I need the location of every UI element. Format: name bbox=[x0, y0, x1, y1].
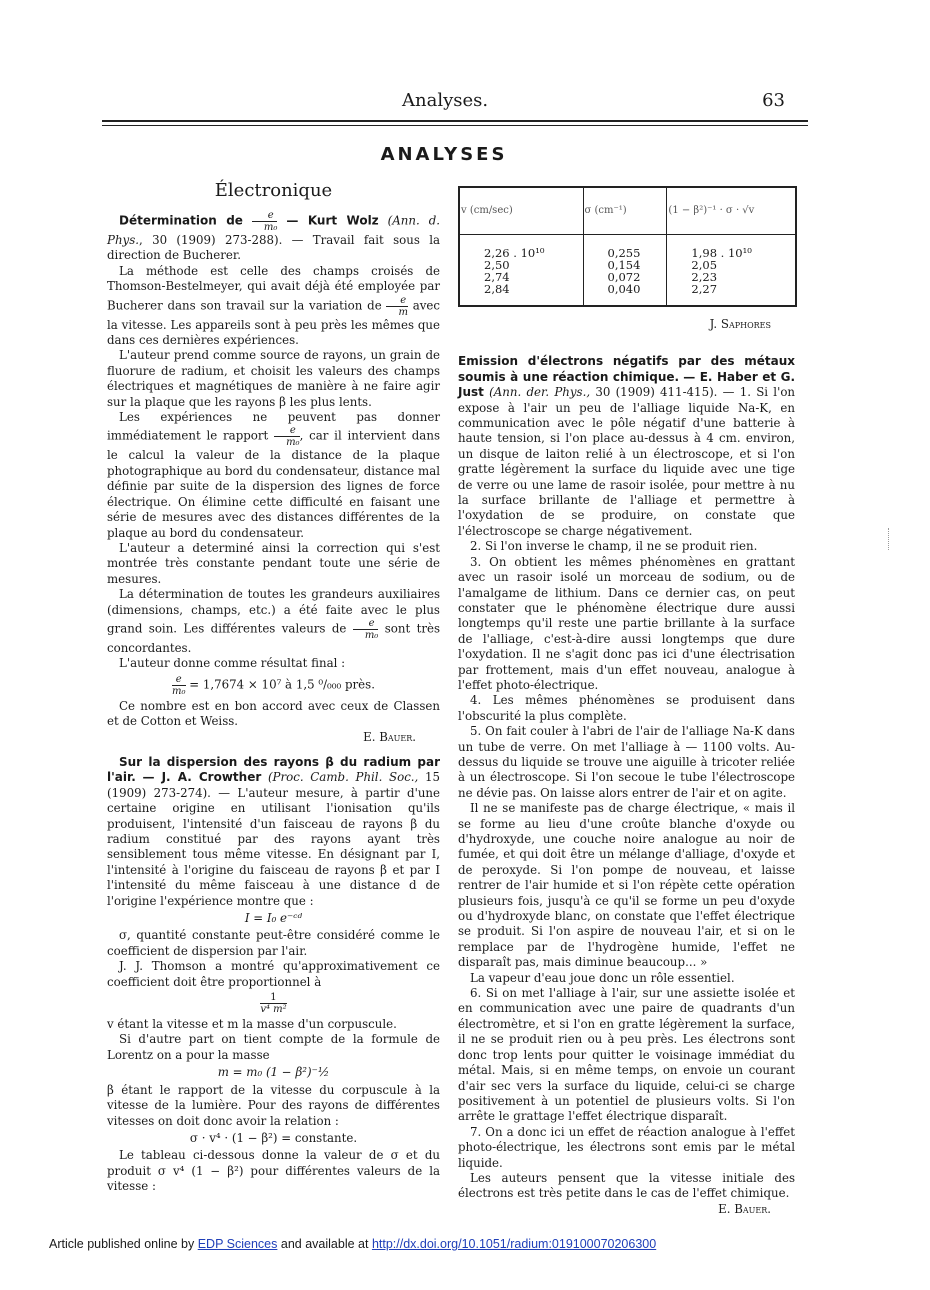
table-header: σ (cm⁻¹) bbox=[583, 188, 667, 235]
signature: E. Bauer. bbox=[363, 729, 416, 744]
paragraph: Les auteurs pensent que la vitesse initiale des électrons est très petite dans le cas de l'effet chimique. bbox=[458, 1170, 795, 1201]
table-row: 2,84 0,040 2,27 bbox=[460, 283, 795, 305]
right-column bbox=[458, 186, 795, 1217]
paragraph: 2. Si l'on inverse le champ, il ne se produit rien. bbox=[470, 539, 758, 554]
main-title: ANALYSES bbox=[380, 144, 508, 165]
equation: σ · v⁴ · (1 − β²) = constante. bbox=[189, 1130, 358, 1145]
paragraph: σ, quantité constante peut-être considéré comme le coefficient de dispersion par l'air. bbox=[107, 928, 440, 958]
section-title: Électronique bbox=[214, 180, 333, 201]
paragraph: 6. Si on met l'alliage à l'air, sur une assiette isolée et en communication avec une paire de quadrants d'un électromètre, et si l'on en gratte légèrement la surface, il ne se produit rien ou à peu près. Les électrons sont donc trop lents pour quitter le voisinage immédiat du métal. Mais, si en même temps, on envoie un courant d'air sec vers la surface du liquide, celui-ci se charge positivement à un potentiel de plusieurs volts. Si l'on arrête le grattage l'effet électrique disparaît. bbox=[458, 986, 795, 1124]
table-row: 2,26 . 10¹⁰ 0,255 1,98 . 10¹⁰ bbox=[460, 235, 795, 260]
header-rule-thin bbox=[102, 125, 808, 126]
article-haber-heading: Emission d'électrons négatifs par des métaux soumis à une réaction chimique. — E. Haber et G. Just (Ann. der. Phys., 30 (1909) 411-415). — 1. Si l'on expose à l'air un peu de l'alliage liquide Na-K, en communication avec le pôle négatif d'une batterie à haute tension, si l'on place au-dessus à 4 cm. environ, un disque de laiton relié à un électroscope, et si l'on gratte légèrement la surface du liquide avec une tige de verre ou une lame de rasoir isolée, pour mettre à nu la surface brillante de l'alliage et permettre à l'oxydation de se produire, on constate que l'électroscope se charge négativement. bbox=[458, 354, 796, 538]
table-header: (1 − β²)⁻¹ · σ · √v bbox=[667, 188, 795, 235]
paragraph: v étant la vitesse et m la masse d'un corpuscule. bbox=[107, 1017, 397, 1032]
equation: $\frac{1}{\text{v⁴ m²}}$ bbox=[260, 992, 287, 1016]
paragraph: 5. On fait couler à l'abri de l'air de l'alliage Na-K dans un tube de verre. On met l'alliage à — 1100 volts. Au-dessus du liquide se trouve une aiguille à tricoter reliée à un électroscope. Si l'on secoue le tube l'électroscope ne dévie pas. On laisse alors entrer de l'air et on agite. bbox=[458, 724, 795, 800]
edp-sciences-link[interactable]: EDP Sciences bbox=[197, 1237, 278, 1251]
paragraph: Il ne se manifeste pas de charge électrique, « mais il se forme au lieu d'une croûte blanche d'oxyde ou d'hydroxyde, une couche noire analogue au noir de fumée, et qui doit être un mélange d'alliage, d'oxyde et de peroxyde. Si l'on pompe de nouveau, et laisse rentrer de l'air humide et si l'on répète cette opération plusieurs fois, jusqu'à ce qu'il se forme un peu d'oxyde ou d'hydroxyde blanc, on constate que l'effet électrique se produit. Si l'on aspire de nouveau l'air, et si on le remplace par de l'hydrogène humide, l'effet ne disparaît pas, mais diminue beaucoup... » bbox=[458, 801, 795, 970]
paragraph: Si d'autre part on tient compte de la formule de Lorentz on a pour la masse bbox=[107, 1032, 440, 1062]
paragraph: L'auteur a determiné ainsi la correction qui s'est montrée très constante pendant toute une série de mesures. bbox=[107, 540, 440, 586]
equation: I = I₀ e⁻ᶜᵈ bbox=[244, 911, 303, 926]
table-row: 2,74 0,072 2,23 bbox=[460, 271, 795, 283]
paragraph: Le tableau ci-dessous donne la valeur de σ et du produit σ v⁴ (1 − β²) pour différentes valeurs de la vitesse : bbox=[107, 1148, 440, 1194]
paragraph: L'auteur prend comme source de rayons, un grain de fluorure de radium, et choisit les valeurs des champs électriques et magnétiques de manière à ne faire agir sur la plaque que les rayons β les plus lents. bbox=[107, 348, 440, 409]
left-column bbox=[107, 180, 440, 1195]
paragraph: Ce nombre est en bon accord avec ceux de Classen et de Cotton et Weiss. bbox=[107, 698, 440, 729]
table-header: v (cm/sec) bbox=[460, 188, 583, 235]
page-number: 63 bbox=[762, 90, 785, 111]
doi-link[interactable]: http://dx.doi.org/10.1051/radium:019100070206300 bbox=[371, 1237, 657, 1251]
article-crowther-heading: Sur la dispersion des rayons β du radium par l'air. — J. A. Crowther (Proc. Camb. Phil. Soc., 15 (1909) 273-274). — L'auteur mesure, à partir d'une certaine origine en utilisant l'ionisation qu'ils produisent, l'intensité d'un faisceau de rayons β du radium constitué par des rayons ayant très sensiblement tous même vitesse. En désignant par I, l'intensité à l'origine du faisceau de rayons β et par I l'intensité du même faisceau à une distance d de l'origine l'expérience montre que : bbox=[107, 754, 441, 908]
equation: m = m₀ (1 − β²)⁻½ bbox=[217, 1065, 330, 1080]
header-rule-thick bbox=[102, 120, 808, 122]
equation: $\frac{e}{\text{m₀}}$ = 1,7674 × 10⁷ à 1,5 ⁰/₀₀₀ près. bbox=[172, 673, 375, 697]
article-wolz-heading: Détermination de $\frac{e}{\text{m₀}}$ — Kurt Wolz (Ann. d. Phys., 30 (1909) 273-288). — Travail fait sous la direction de Bucherer. bbox=[107, 210, 441, 263]
paragraph: 3. On obtient les mêmes phénomènes en grattant avec un rasoir isolé un morceau de sodium, ou de l'amalgame de lithium. Dans ce dernier cas, on peut constater que le phénomène électrique dure aussi longtemps qu'il reste une partie brillante à la surface de l'alliage, c'est-à-dire aussi longtemps que dure l'oxydation. Il ne s'agit donc pas ici d'une électrisation par frottement, mais d'un effet nouveau, analogue à l'effet photo-électrique. bbox=[458, 554, 795, 692]
paragraph: La méthode est celle des champs croisés de Thomson-Bestelmeyer, qui avait déjà été employée par Bucherer dans son travail sur la variation de $\frac{e}{m}$ avec la vitesse. Les appareils sont à peu près les mêmes que dans ces dernières expériences. bbox=[107, 263, 440, 348]
signature: J. Saphores bbox=[709, 317, 771, 331]
scan-mark bbox=[888, 528, 891, 550]
running-header: Analyses. bbox=[402, 90, 489, 111]
paragraph: 4. Les mêmes phénomènes se produisent dans l'obscurité la plus complète. bbox=[458, 693, 795, 723]
signature: E. Bauer. bbox=[718, 1201, 771, 1216]
paragraph: J. J. Thomson a montré qu'approximativement ce coefficient doit être proportionnel à bbox=[107, 959, 440, 989]
paragraph: La vapeur d'eau joue donc un rôle essentiel. bbox=[470, 970, 735, 985]
table-row: 2,50 0,154 2,05 bbox=[460, 259, 795, 271]
paragraph: β étant le rapport de la vitesse du corpuscule à la vitesse de la lumière. Pour des rayons de différentes vitesses on doit donc avoir la relation : bbox=[107, 1082, 440, 1128]
paragraph: L'auteur donne comme résultat final : bbox=[119, 656, 346, 671]
publication-footer: Article published online by EDP Sciences and available at http://dx.doi.org/10.1051/radium:019100070206300 bbox=[49, 1237, 657, 1251]
paragraph: 7. On a donc ici un effet de réaction analogue à l'effet photo-électrique, les électrons sont emis par le métal liquide. bbox=[458, 1124, 795, 1170]
paragraph: La détermination de toutes les grandeurs auxiliaires (dimensions, champs, etc.) a été faite avec le plus grand soin. Les différentes valeurs de $\frac{e}{\text{m₀}}$ sont très concordantes. bbox=[107, 587, 440, 655]
data-table bbox=[458, 186, 797, 307]
paragraph: Les expériences ne peuvent pas donner immédiatement le rapport $\frac{e}{\text{m₀}}$ , car il intervient dans le calcul la valeur de la distance de la plaque photographique au bord du condensateur, distance mal définie par suite de la dispersion des lignes de force électrique. On élimine cette difficulté en faisant une série de mesures avec des distances différentes de la plaque au bord du condensateur. bbox=[107, 410, 440, 540]
